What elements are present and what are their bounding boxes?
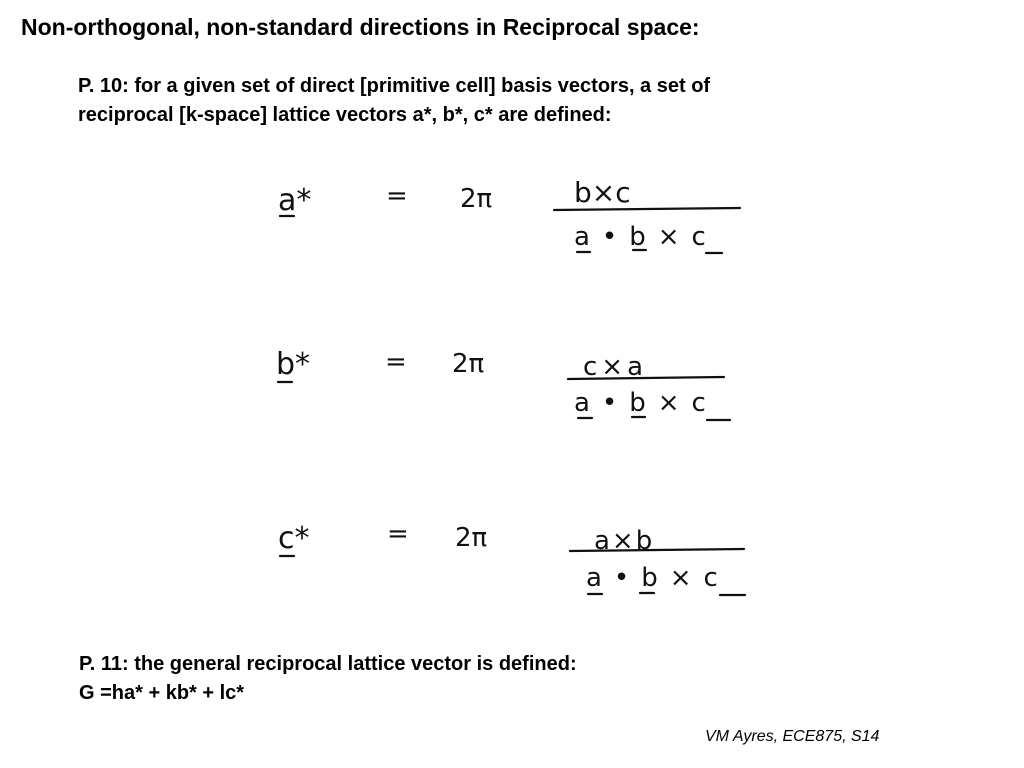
slide-title: Non-orthogonal, non-standard directions in Reciprocal space: bbox=[21, 14, 700, 40]
p11-paragraph bbox=[79, 650, 577, 708]
eq3-factor: 2π bbox=[455, 523, 488, 553]
eq2-denominator: a•b×c bbox=[574, 388, 718, 418]
eq2-equals: = bbox=[385, 347, 407, 377]
eq1-factor: 2π bbox=[460, 184, 493, 214]
slide-footer: VM Ayres, ECE875, S14 bbox=[705, 728, 880, 745]
eq3-lhs: c* bbox=[278, 521, 310, 556]
eq1-equals: = bbox=[386, 181, 408, 211]
eq1-denominator: a•b×c bbox=[574, 222, 718, 252]
p10-line-2: reciprocal [k-space] lattice vectors a*, b*, c* are defined: bbox=[78, 104, 612, 126]
eq2-factor: 2π bbox=[452, 349, 485, 379]
equation-a-star bbox=[278, 176, 740, 253]
p11-line-2: G =ha* + kb* + lc* bbox=[79, 682, 245, 704]
eq2-numerator: c×a bbox=[583, 352, 648, 382]
eq3-numerator: a×b bbox=[594, 526, 655, 556]
p10-line-1: P. 10: for a given set of direct [primitive cell] basis vectors, a set of bbox=[78, 75, 711, 97]
eq3-denominator: a•b×c bbox=[586, 563, 730, 593]
equation-b-star bbox=[276, 347, 730, 420]
equation-c-star bbox=[278, 519, 745, 595]
p11-line-1: P. 11: the general reciprocal lattice vector is defined: bbox=[79, 653, 577, 675]
eq3-equals: = bbox=[387, 519, 409, 549]
eq1-lhs: a* bbox=[278, 183, 312, 218]
eq2-lhs: b* bbox=[276, 347, 311, 382]
eq1-numerator: b×c bbox=[574, 176, 631, 209]
